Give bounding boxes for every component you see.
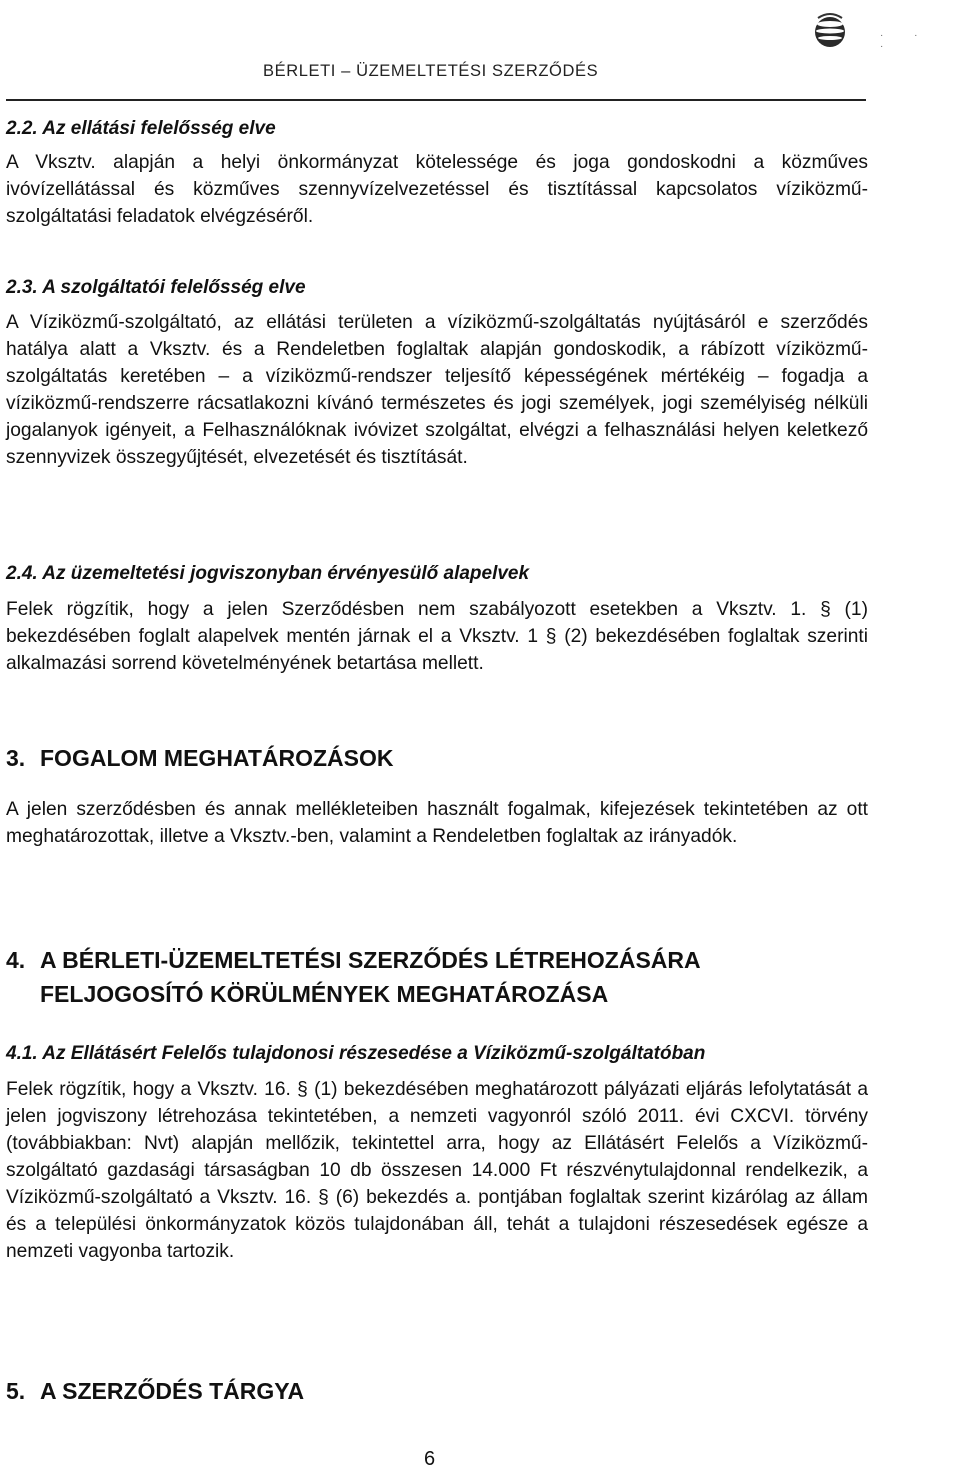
section-3-title: FOGALOM MEGHATÁROZÁSOK bbox=[40, 745, 394, 771]
section-4-heading bbox=[6, 943, 868, 1011]
logo-emblem-icon bbox=[808, 8, 852, 52]
document-header-title: BÉRLETI – ÜZEMELTETÉSI SZERZŐDÉS bbox=[263, 62, 599, 80]
section-2-3-text: A Víziközmű-szolgáltató, az ellátási területen a víziközmű-szolgáltatás nyújtásáról e szerződés hatálya alatt a Vksztv. és a Rendeletben foglaltak alapján gondoskodik, a rábízott víziközmű-szolgáltatás keretében – a víziközmű-rendszer teljesítő képességének mértékéig – fogadja a víziközmű-rendszerre rácsatlakozni kívánó természetes és jogi személyek, jogi személyiség nélküli jogalanyok igényeit, a Felhasználóknak ivóvizet szolgáltat, elvégzi a felhasználási helyen keletkező szennyvizek összegyűjtését, elvezetését és tisztítását. bbox=[6, 312, 868, 468]
section-2-2-text: A Vksztv. alapján a helyi önkormányzat kötelessége és joga gondoskodni a közműves ivóvízellátással és közműves szennyvízelvezetéssel és tisztítással kapcsolatos víziközmű-szolgáltatási feladatok elvégzéséről. bbox=[6, 152, 868, 227]
section-3-number: 3. bbox=[6, 745, 26, 771]
section-4-1-text: Felek rögzítik, hogy a Vksztv. 16. § (1) bekezdésében meghatározott pályázati eljárás lefolytatását a jelen jogviszony létrehozása tekintetében, a nemzeti vagyonról szóló 2011. évi CXCVI. törvény (továbbiakban: Nvt) alapján mellőzik, tekintettel arra, hogy az Ellátásért Felelős a Víziközmű-szolgáltató gazdasági társaságban 10 db összesen 14.000 Ft részvénytulajdonnal rendelkezik, a Víziközmű-szolgáltató a Vksztv. 16. § (6) bekezdés a. pontjában foglaltak szerint kizárólag az állam és a települési önkormányzatok közös tulajdonában áll, tehát a tulajdoni részesedések egésze a nemzeti vagyonba tartozik. bbox=[6, 1079, 868, 1262]
section-2-3-heading: 2.3. A szolgáltatói felelősség elve bbox=[6, 277, 306, 298]
section-2-2-heading: 2.2. Az ellátási felelősség elve bbox=[6, 118, 276, 139]
section-2-4-text: Felek rögzítik, hogy a jelen Szerződésben nem szabályozott esetekben a Vksztv. 1. § (1) bekezdésében foglalt alapelvek mentén járnak el a Vksztv. 1 § (2) bekezdésében foglaltak szerinti alkalmazási sorrend követelményének betartása mellett. bbox=[6, 599, 868, 674]
section-5-heading bbox=[6, 1374, 868, 1408]
section-4-title-line1: A BÉRLETI-ÜZEMELTETÉSI SZERZŐDÉS LÉTREHOZÁSÁRA bbox=[40, 947, 701, 973]
section-5-title: A SZERZŐDÉS TÁRGYA bbox=[40, 1378, 305, 1404]
section-3-text: A jelen szerződésben és annak mellékleteiben használt fogalmak, kifejezések tekintetében az ott meghatározottak, illetve a Vksztv.-ben, valamint a Rendeletben foglaltak az irányadók. bbox=[6, 799, 868, 847]
page-number: 6 bbox=[424, 1448, 436, 1470]
section-4-number: 4. bbox=[6, 947, 26, 973]
section-4-title-line2: FELJOGOSÍTÓ KÖRÜLMÉNYEK MEGHATÁROZÁSA bbox=[40, 981, 609, 1007]
section-4-1-heading: 4.1. Az Ellátásért Felelős tulajdonosi részesedése a Víziközmű-szolgáltatóban bbox=[6, 1043, 706, 1064]
section-5-number: 5. bbox=[6, 1378, 26, 1404]
section-3-heading bbox=[6, 741, 868, 775]
scan-specks: · · · bbox=[880, 30, 932, 52]
section-2-4-heading: 2.4. Az üzemeltetési jogviszonyban érvényesülő alapelvek bbox=[6, 563, 530, 584]
header-divider bbox=[6, 99, 866, 101]
